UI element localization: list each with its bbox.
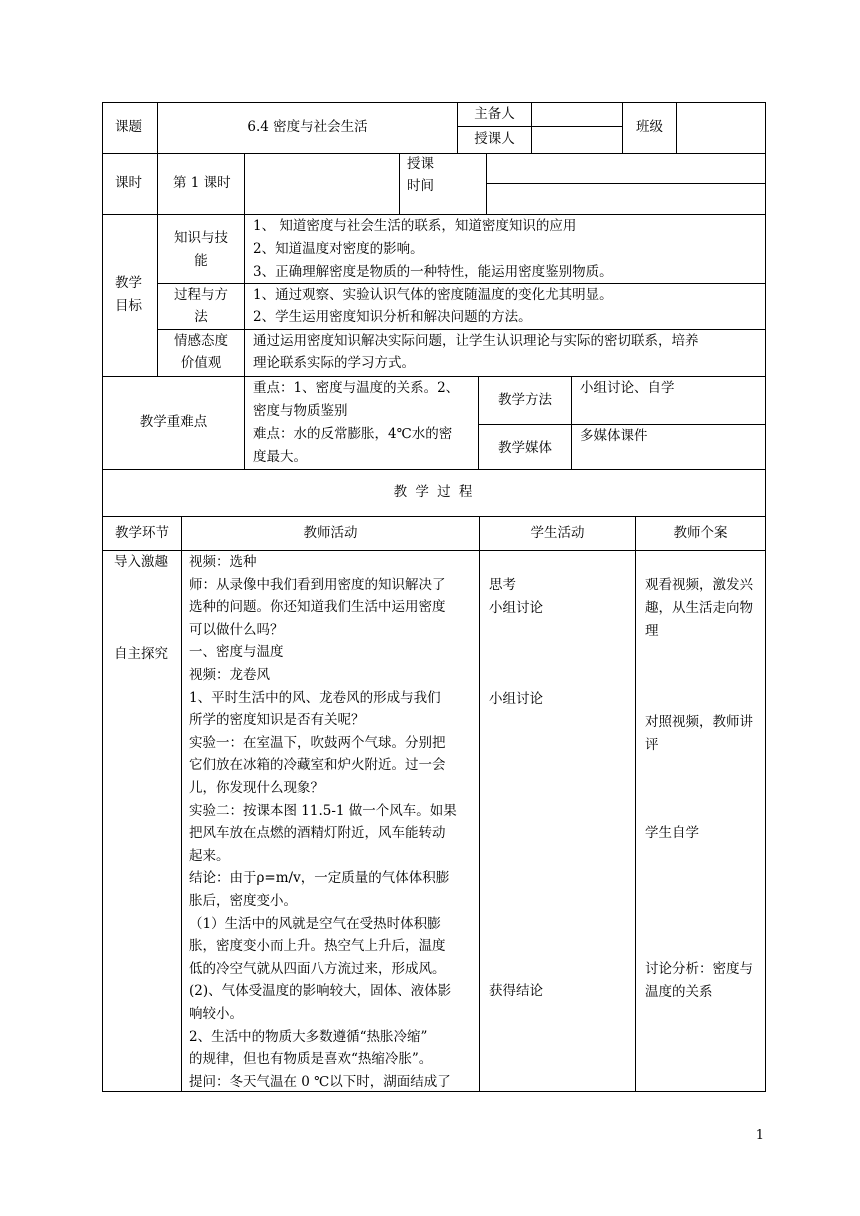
- row-divider: [486, 183, 766, 184]
- teacher-activity-line: 一、密度与温度: [189, 644, 284, 661]
- key-points-line: 难点：水的反常膨胀，4℃水的密: [253, 426, 453, 442]
- teacher-activity-line: 师：从录像中我们看到用密度的知识解决了: [189, 576, 446, 593]
- case-note: 理: [645, 623, 659, 639]
- topic-value: 6.4 密度与社会生活: [247, 119, 368, 135]
- teacher-activity-line: 视频：选种: [189, 554, 257, 570]
- case-note: 学生自学: [645, 825, 699, 841]
- process-skill-label-2: 法: [194, 309, 208, 325]
- teacher-activity-line: 视频：龙卷风: [189, 667, 270, 683]
- case-note: 趣，从生活走向物: [645, 600, 753, 616]
- teacher-activity-line: 胀，密度变小而上升。热空气上升后，温度: [189, 938, 446, 955]
- media-value: 多媒体课件: [580, 428, 648, 444]
- student-activity: 小组讨论: [489, 691, 543, 707]
- col-divider: [635, 516, 636, 1092]
- teacher-activity-line: 儿，你发现什么现象？: [189, 780, 324, 796]
- key-points-label: 教学重难点: [139, 414, 208, 430]
- teacher-activity-line: 起来。: [189, 847, 230, 864]
- col-divider: [157, 153, 158, 214]
- teacher-activity-line: 响较小。: [189, 1006, 243, 1022]
- period-label: 课时: [115, 175, 142, 191]
- row-divider: [102, 469, 766, 470]
- teacher-activity-line: 2、生活中的物质大多数遵循“热胀冷缩”: [189, 1028, 428, 1045]
- case-note: 观看视频，激发兴: [645, 577, 753, 593]
- teacher-activity-line: 提问：冬天气温在 0 ℃以下时，湖面结成了: [189, 1073, 451, 1090]
- column-header-teacher: 教师活动: [303, 525, 358, 541]
- teacher-activity-line: （1）生活中的风就是空气在受热时体积膨: [189, 915, 441, 932]
- row-divider: [102, 516, 766, 517]
- knowledge-label-1: 知识与技: [174, 230, 228, 246]
- goals-label-2: 目标: [115, 298, 142, 314]
- method-value: 小组讨论、自学: [580, 380, 675, 396]
- table-border-left: [102, 102, 103, 1092]
- knowledge-line: 2、知道温度对密度的影响。: [253, 241, 424, 257]
- knowledge-label-2: 能: [194, 253, 208, 269]
- key-points-line: 密度与物质鉴别: [253, 403, 348, 419]
- column-header-stage: 教学环节: [115, 525, 169, 541]
- col-divider: [676, 102, 677, 153]
- case-note: 讨论分析：密度与: [645, 961, 753, 977]
- col-divider: [244, 214, 245, 376]
- row-divider: [102, 153, 766, 154]
- lecturer-label: 授课人: [474, 131, 515, 147]
- teacher-activity-line: 的规律，但也有物质是喜欢“热缩冷胀”。: [189, 1051, 433, 1068]
- method-label: 教学方法: [498, 392, 552, 408]
- student-activity: 获得结论: [489, 983, 543, 999]
- emotion-line: 通过运用密度知识解决实际问题，让学生认识理论与实际的密切联系，培养: [253, 333, 699, 349]
- teacher-activity-line: (2)、气体受温度的影响较大，固体、液体影: [189, 983, 452, 1000]
- teacher-activity-line: 低的冷空气就从四面八方流过来，形成风。: [189, 960, 446, 977]
- column-header-student: 学生活动: [530, 525, 585, 541]
- col-divider: [399, 153, 400, 214]
- lecture-time-label-1: 授课: [407, 156, 434, 172]
- table-border-right: [765, 102, 766, 1092]
- case-note: 温度的关系: [645, 984, 713, 1000]
- col-divider: [479, 516, 480, 1092]
- col-divider: [531, 102, 532, 153]
- goals-label-1: 教学: [115, 275, 142, 291]
- col-divider: [244, 153, 245, 214]
- teacher-activity-line: 实验二：按课本图 11.5-1 做一个风车。如果: [189, 802, 457, 819]
- media-label: 教学媒体: [498, 440, 552, 456]
- emotion-line: 理论联系实际的学习方式。: [253, 355, 415, 371]
- key-points-line: 重点：1、密度与温度的关系。2、: [253, 380, 460, 396]
- process-title: 教 学 过 程: [393, 484, 475, 500]
- teacher-activity-line: 结论：由于ρ=m/v，一定质量的气体体积膨: [189, 870, 450, 887]
- emotion-label-2: 价值观: [180, 355, 222, 371]
- key-points-line: 度最大。: [253, 449, 307, 465]
- case-note: 对照视频，教师讲: [645, 714, 753, 730]
- student-activity: 思考: [489, 577, 516, 593]
- class-label: 班级: [636, 119, 663, 135]
- topic-label: 课题: [115, 119, 142, 135]
- teacher-activity-line: 选种的问题。你还知道我们生活中运用密度: [189, 599, 446, 616]
- process-skill-line: 2、学生运用密度知识分析和解决问题的方法。: [253, 309, 532, 325]
- teacher-activity-line: 实验一：在室温下，吹鼓两个气球。分别把: [189, 734, 446, 751]
- col-divider: [181, 516, 182, 1092]
- teacher-activity-line: 所学的密度知识是否有关呢？: [189, 712, 365, 729]
- emotion-label-1: 情感态度: [174, 333, 228, 349]
- page-number: 1: [755, 1128, 764, 1143]
- process-skill-line: 1、通过观察、实验认识气体的密度随温度的变化尤其明显。: [253, 287, 613, 303]
- table-border-top: [102, 102, 766, 103]
- teacher-activity-line: 1、平时生活中的风、龙卷风的形成与我们: [189, 689, 441, 706]
- teacher-activity-line: 它们放在冰箱的冷藏室和炉火附近。过一会: [189, 757, 446, 774]
- period-value: 第 1 课时: [173, 175, 231, 191]
- teacher-activity-line: 可以做什么吗？: [189, 621, 284, 638]
- col-divider: [244, 376, 245, 469]
- lead-preparer-label: 主备人: [474, 106, 515, 122]
- stage-self-study: 自主探究: [114, 646, 168, 662]
- process-skill-label-1: 过程与方: [174, 287, 228, 303]
- row-divider: [457, 126, 623, 127]
- knowledge-line: 3、正确理解密度是物质的一种特性，能运用密度鉴别物质。: [253, 264, 613, 280]
- stage-intro: 导入激趣: [114, 554, 168, 570]
- student-activity: 小组讨论: [489, 600, 543, 616]
- case-note: 评: [645, 737, 659, 753]
- teacher-activity-line: 胀后，密度变小。: [189, 893, 297, 909]
- lecture-time-label-2: 时间: [407, 178, 434, 194]
- col-divider: [571, 376, 572, 469]
- column-header-case: 教师个案: [673, 525, 728, 541]
- teacher-activity-line: 把风车放在点燃的酒精灯附近，风车能转动: [189, 825, 446, 842]
- knowledge-line: 1、 知道密度与社会生活的联系，知道密度知识的应用: [253, 218, 577, 234]
